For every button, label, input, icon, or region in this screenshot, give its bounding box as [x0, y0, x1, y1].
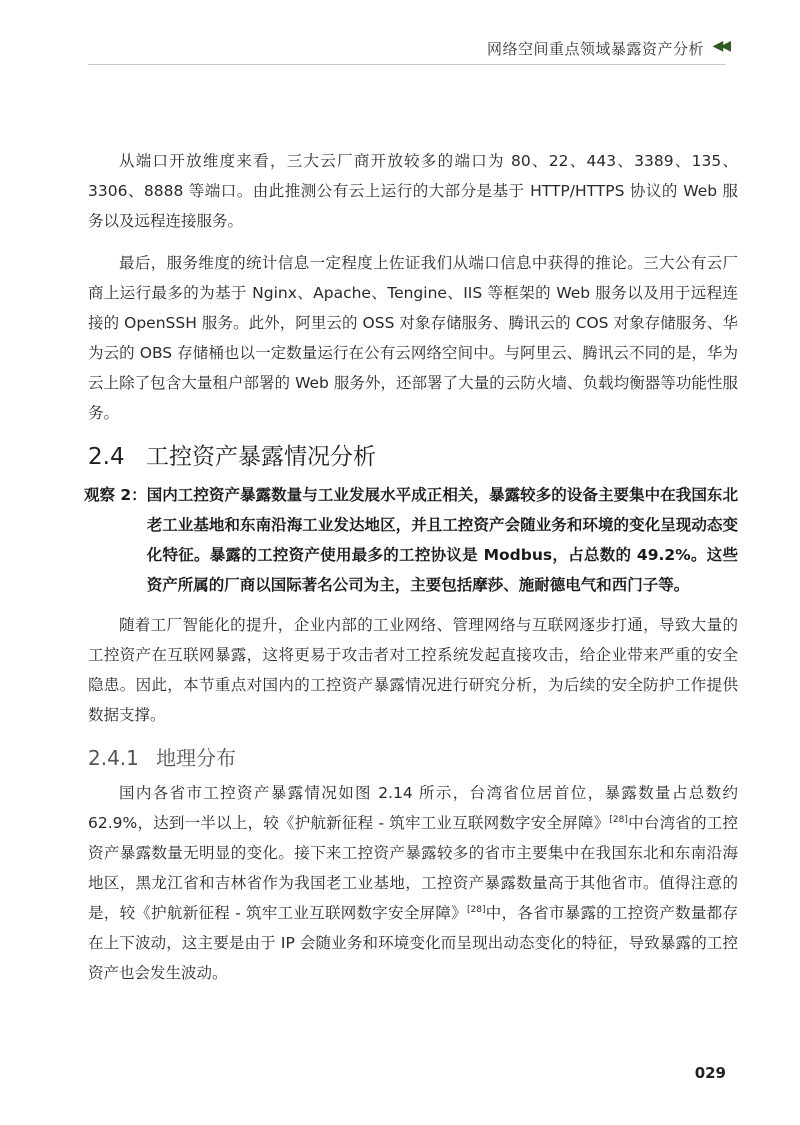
paragraph-geo-part2: 中台湾省的工控资产暴露数量无明显的变化。接下来工控资产暴露较多的省市主要集中在我国东北和东南沿海地区，黑龙江省和吉林省作为我国老工业基地，工控资产暴露数量高于其他省市。值得注意的是，较《护航新征程 - 筑牢工业互联网数字安全屏障》 — [88, 814, 738, 922]
subsection-number: 2.4.1 — [88, 746, 139, 770]
section-heading — [88, 440, 738, 474]
header-title: 网络空间重点领域暴露资产分析 — [486, 40, 704, 58]
paragraph-ports: 从端口开放维度来看，三大云厂商开放较多的端口为 80、22、443、3389、135、3306、8888 等端口。由此推测公有云上运行的大部分是基于 HTTP/HTTPS 协议的 Web 服务以及远程连接服务。 — [88, 152, 738, 230]
observation-label: 观察 2： — [84, 486, 147, 504]
paragraph-geo — [88, 778, 738, 988]
citation-ref: [28] — [467, 904, 486, 915]
observation-text: 国内工控资产暴露数量与工业发展水平成正相关，暴露较多的设备主要集中在我国东北老工业基地和东南沿海工业发达地区，并且工控资产会随业务和环境的变化呈现动态变化特征。暴露的工控资产使用最多的工控协议是 Modbus，占总数的 49.2%。这些资产所属的厂商以国际著名公司为主，主要包括摩莎、施耐德电气和西门子等。 — [146, 486, 738, 594]
header-divider — [88, 64, 726, 65]
double-left-arrow-icon: ◀◀ — [712, 38, 728, 54]
citation-ref: [28] — [609, 814, 628, 825]
subsection-title: 地理分布 — [156, 746, 236, 770]
paragraph-geo-part3: 中，各省市暴露的工控资产数量都存在上下波动，这主要是由于 IP 会随业务和环境变化而呈现出动态变化的特征，导致暴露的工控资产也会发生波动。 — [88, 904, 738, 982]
paragraph-services: 最后，服务维度的统计信息一定程度上佐证我们从端口信息中获得的推论。三大公有云厂商上运行最多的为基于 Nginx、Apache、Tengine、IIS 等框架的 Web 服务以及用于远程连接的 OpenSSH 服务。此外，阿里云的 OSS 对象存储服务、腾讯云的 COS 对象存储服务、华为云的 OBS 存储桶也以一定数量运行在公有云网络空间中。与阿里云、腾讯云不同的是，华为云上除了包含大量租户部署的 Web 服务外，还部署了大量的云防火墙、负载均衡器等功能性服务。 — [88, 254, 738, 422]
page-header — [0, 0, 800, 70]
page-content — [84, 146, 738, 1000]
paragraph-geo-part1: 国内各省市工控资产暴露情况如图 2.14 所示，台湾省位居首位，暴露数量占总数约 62.9%，达到一半以上，较《护航新征程 - 筑牢工业互联网数字安全屏障》 — [88, 784, 738, 832]
section-number: 2.4 — [88, 444, 125, 470]
section-title: 工控资产暴露情况分析 — [146, 444, 376, 470]
page-number: 029 — [694, 1064, 726, 1082]
observation-box — [84, 480, 738, 600]
subsection-heading — [88, 742, 738, 774]
paragraph-intro: 随着工厂智能化的提升，企业内部的工业网络、管理网络与互联网逐步打通，导致大量的工控资产在互联网暴露，这将更易于攻击者对工控系统发起直接攻击，给企业带来严重的安全隐患。因此，本节重点对国内的工控资产暴露情况进行研究分析，为后续的安全防护工作提供数据支撑。 — [88, 616, 738, 724]
